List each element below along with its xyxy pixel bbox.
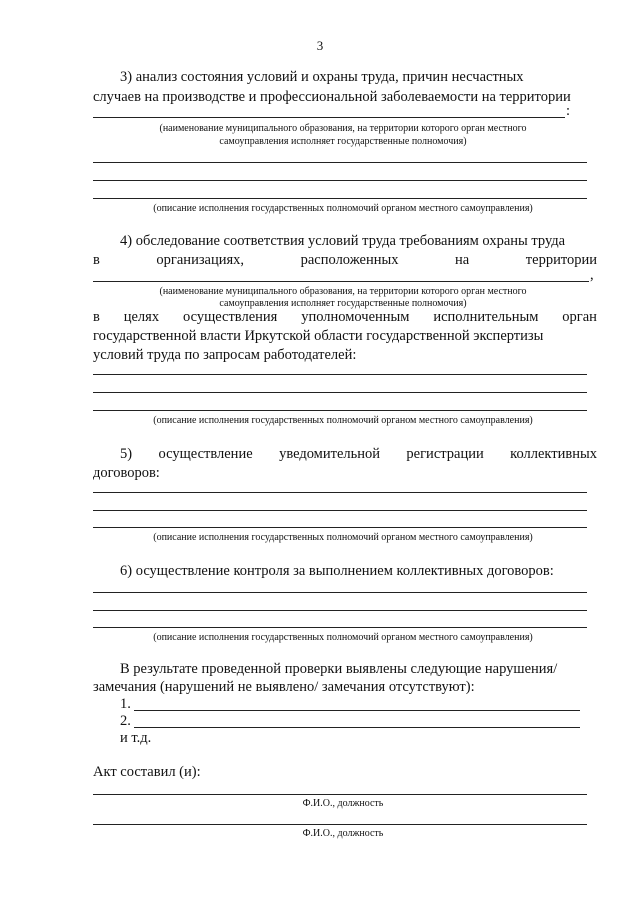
description-line-3a: [93, 162, 587, 163]
description-line-4b: [93, 392, 587, 393]
result-etc: и т.д.: [120, 730, 152, 746]
caption-description-3: (описание исполнения государственных полномочий органом местного самоуправления): [153, 203, 533, 214]
signature-caption-2: Ф.И.О., должность: [302, 828, 384, 839]
section4-line3: [93, 308, 597, 327]
section6-line1: 6) осуществление контроля за выполнением коллективных договоров:: [120, 563, 554, 579]
result-line1: В результате проведенной проверки выявлены следующие нарушения/: [120, 661, 558, 677]
section5-line1: [120, 445, 597, 464]
territory-blank-line-3: [93, 117, 565, 118]
section4-line1: 4) обследование соответствия условий труда требованиям охраны труда: [120, 233, 566, 249]
signature-line-1: [93, 794, 587, 795]
caption-territory-3a: (наименование муниципального образования, на территории которого орган местного: [159, 123, 527, 134]
caption-territory-3b: самоуправления исполняет государственные полномочия): [219, 136, 467, 147]
result-item1-line: [134, 710, 580, 711]
section3-line1: 3) анализ состояния условий и охраны труда, причин несчастных: [120, 69, 524, 85]
s4-word: исполнительным: [433, 309, 539, 325]
description-line-5c: [93, 527, 587, 528]
s4-word: целях: [123, 309, 160, 325]
s4-word: уполномоченным: [301, 309, 410, 325]
page-number: 3: [316, 38, 324, 53]
signature-caption-1: Ф.И.О., должность: [302, 798, 384, 809]
caption-description-5: (описание исполнения государственных полномочий органом местного самоуправления): [153, 532, 533, 543]
description-line-5a: [93, 492, 587, 493]
caption-description-4: (описание исполнения государственных полномочий органом местного самоуправления): [153, 415, 533, 426]
s5-word: осуществление: [158, 446, 253, 462]
section3-colon: :: [566, 103, 571, 119]
description-line-6b: [93, 610, 587, 611]
description-line-3b: [93, 180, 587, 181]
caption-description-6: (описание исполнения государственных полномочий органом местного самоуправления): [153, 632, 533, 643]
description-line-6c: [93, 627, 587, 628]
description-line-5b: [93, 510, 587, 511]
s4-word: в: [93, 252, 100, 268]
description-line-4a: [93, 374, 587, 375]
caption-territory-4a: (наименование муниципального образования, на территории которого орган местного: [159, 286, 527, 297]
result-item2-line: [134, 727, 580, 728]
result-line2: замечания (нарушений не выявлено/ замечания отсутствуют):: [93, 679, 475, 695]
signature-line-2: [93, 824, 587, 825]
s5-word: уведомительной: [279, 446, 380, 462]
s4-word: расположенных: [300, 252, 399, 268]
s5-word: коллективных: [510, 446, 597, 462]
s4-word: на: [455, 252, 470, 268]
territory-blank-line-4: [93, 281, 589, 282]
s5-word: регистрации: [406, 446, 484, 462]
s4-word: в: [93, 309, 100, 325]
section4-comma: ,: [590, 267, 594, 283]
s4-word: территории: [525, 252, 597, 268]
s4-word: осуществления: [182, 309, 278, 325]
section4-line2: [93, 251, 597, 270]
section4-line5: условий труда по запросам работодателей:: [93, 347, 357, 363]
result-item2: 2.: [120, 713, 131, 729]
description-line-3c: [93, 198, 587, 199]
description-line-6a: [93, 592, 587, 593]
signature-label: Акт составил (и):: [93, 764, 201, 780]
s4-word: организациях,: [156, 252, 245, 268]
section4-line4: государственной власти Иркутской области государственной экспертизы: [93, 328, 544, 344]
description-line-4c: [93, 410, 587, 411]
result-item1: 1.: [120, 696, 131, 712]
section5-line2: договоров:: [93, 465, 160, 481]
s5-word: 5): [120, 446, 133, 462]
section3-line2: случаев на производстве и профессиональной заболеваемости на территории: [93, 89, 571, 105]
s4-word: орган: [562, 309, 597, 325]
caption-territory-4b: самоуправления исполняет государственные полномочия): [219, 298, 467, 309]
